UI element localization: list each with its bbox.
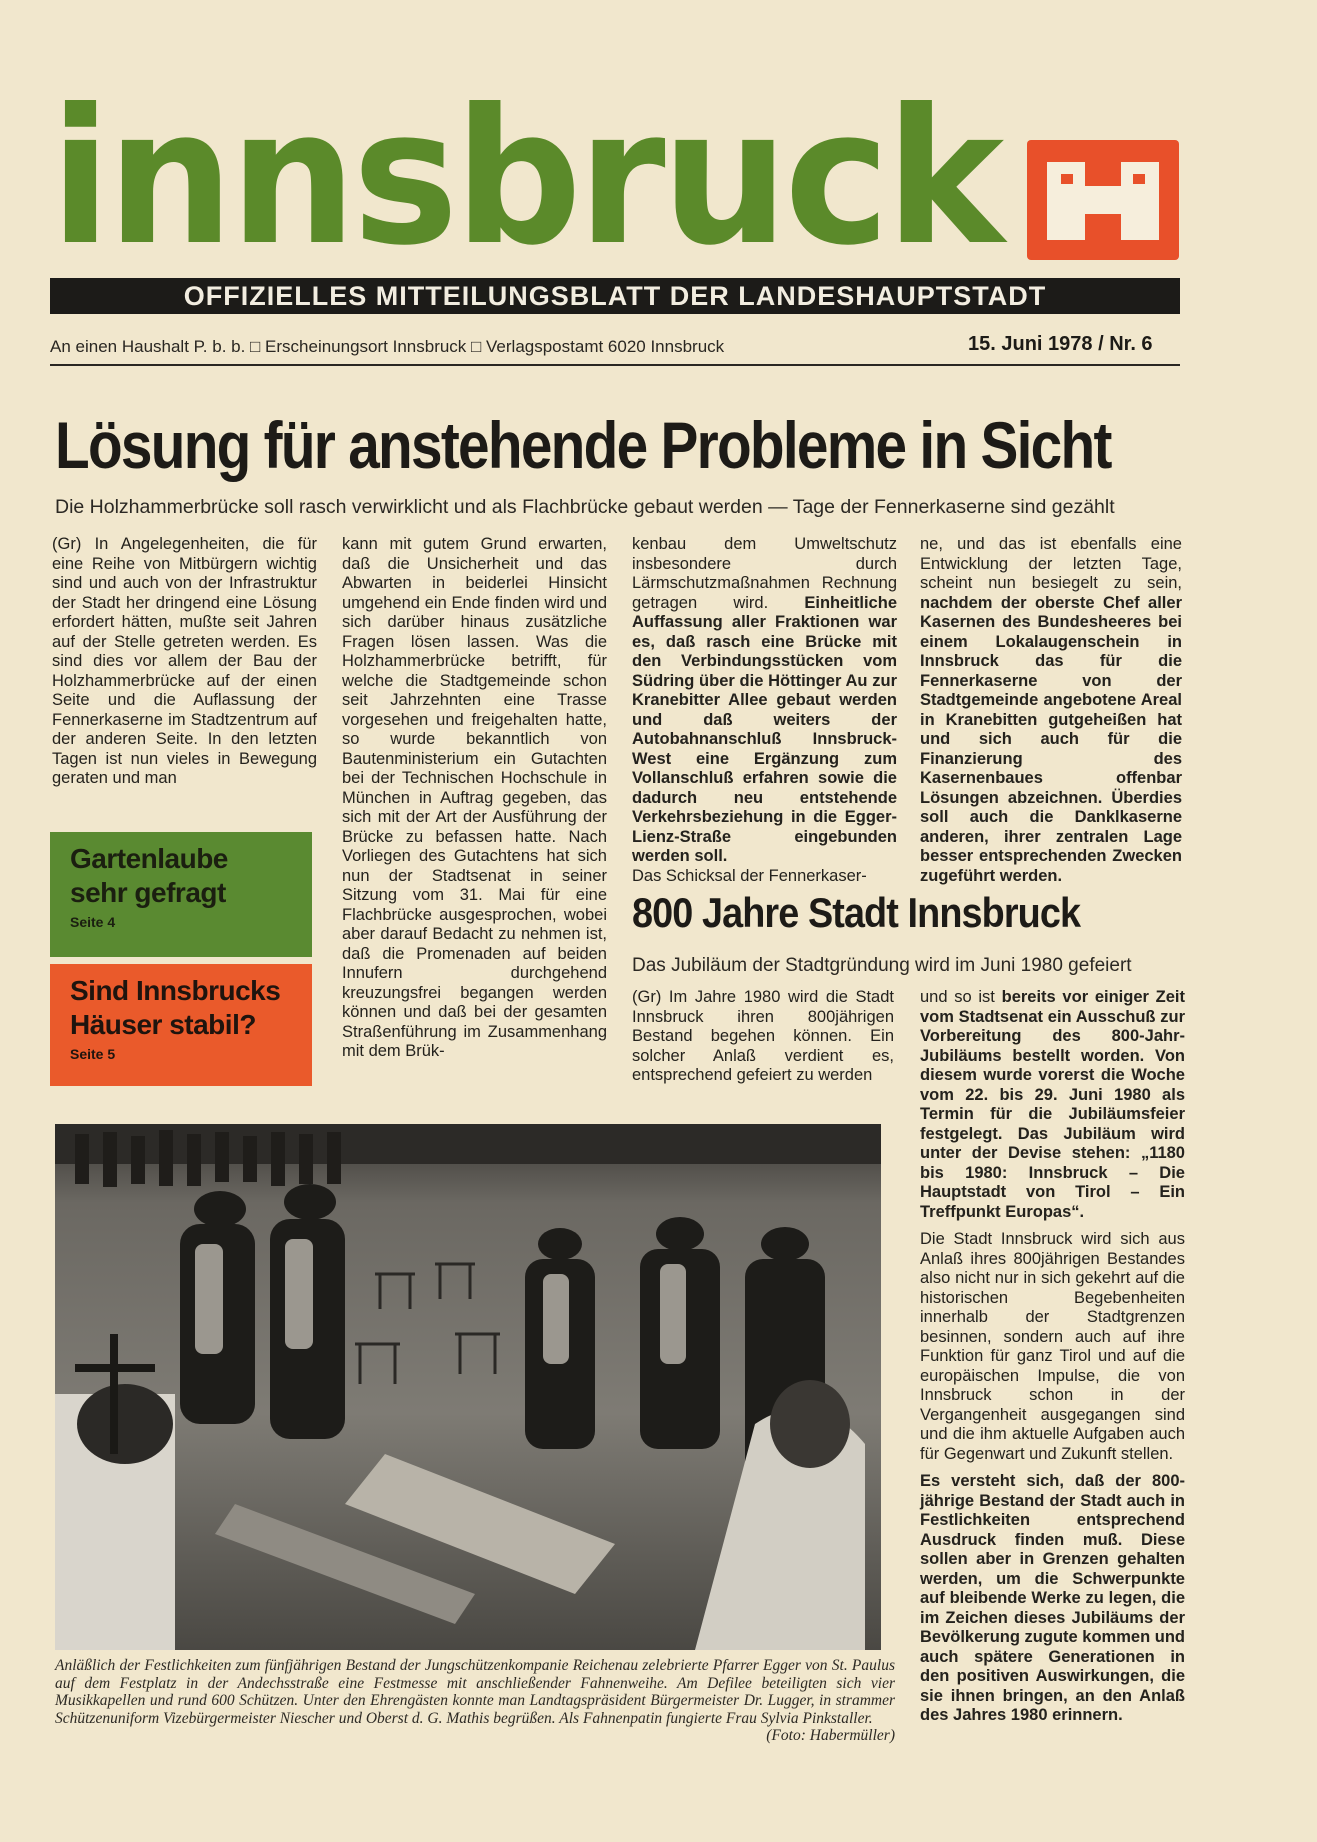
teaser-box-gartenlaube[interactable] [50, 832, 312, 957]
second-column-2-p2: Die Stadt Innsbruck wird sich aus Anlaß ihres 800jährigen Bestandes also nicht nur in sich gekehrt auf die historischen Begebenheiten innerhalb der Stadtgrenzen besinnen, sondern auch auf ihre Funktion für ganz Tirol und auf die europäischen Impulse, die von Innsbruck schon in der Vergangenheit ausgegangen sind und die ihm aktuelle Aufgaben auch für Gegenwart und Zukunft stellen. [920, 1230, 1185, 1463]
second-column-1-text: (Gr) Im Jahre 1980 wird die Stadt Innsbruck ihren 800jährigen Bestand begehen können. Ein solcher Anlaß verdient es, entsprechend gefeiert zu werden [632, 988, 894, 1084]
teaser-title-line-2: sehr gefragt [70, 877, 226, 908]
second-column-2-p1 [920, 988, 1185, 1222]
photo-credit: (Foto: Habermüller) [766, 1727, 895, 1744]
second-column-2-p3: Es versteht sich, daß der 800-jährige Bestand der Stadt auch in Festlichkeiten entsprechend Ausdruck finden muß. Diese sollen aber in Grenzen gehalten werden, um die Schwerpunkte auf bleibende Werke zu legen, die im Zeichen dieses Jubiläums der Bevölkerung zugute kommen und auch spätere Generationen in den positiven Auswirkungen, die sie ihnen bringen, an den Anlaß des Jahres 1980 erinnern. [920, 1472, 1185, 1724]
teaser-page-ref: Seite 5 [70, 1046, 116, 1062]
teaser-title-line-2: Häuser stabil? [70, 1009, 256, 1040]
second-headline-text: 800 Jahre Stadt Innsbruck [632, 889, 1081, 936]
second-column-2-p1-bold: bereits vor einiger Zeit vom Stadtsenat ein Ausschuß zur Vorbereitung des 800-Jahr-Jubiläums bestellt worden. Von diesem wurde vorerst die Woche vom 22. bis 29. Juni 1980 als Termin für die Jubiläumsfeier festgelegt. Das Jubiläum wird unter der Devise stehen: „1180 bis 1980: Innsbruck – Die Hauptstadt von Tirol – Ein Treffpunkt Europas“. [920, 988, 1185, 1221]
masthead-divider [50, 364, 1180, 366]
news-photo [55, 1124, 881, 1650]
second-subhead: Das Jubiläum der Stadtgründung wird im Juni 1980 gefeiert [632, 955, 1132, 976]
bridge-emblem-icon [1027, 140, 1179, 260]
photo-caption-text: Anläßlich der Festlichkeiten zum fünfjährigen Bestand der Jungschützenkompanie Reichenau zelebrierte Pfarrer Egger von St. Paulus auf dem Festplatz in der Andechsstraße eine Festmesse mit anschließender Fahnenweihe. Am Defilee beteiligten sich vier Musikkapellen und rund 600 Schützen. Unter den Ehrengästen konnte man Landtagspräsident Bürgermeister Dr. Lugger, in strammer Schützenuniform Vizebürgermeister Niescher und Oberst d. G. Mathis begrüßen. Als Fahnenpatin fungierte Frau Sylvia Pinkstaller. [55, 1657, 895, 1727]
lead-column-3-text [632, 535, 897, 867]
lead-column-2 [342, 535, 607, 1062]
second-headline [632, 888, 1192, 938]
photo-ceremony-image [55, 1124, 881, 1650]
lead-column-4 [920, 535, 1182, 886]
lead-column-3-plain: kenbau dem Umweltschutz insbesondere durch Lärmschutzmaßnahmen Rechnung getragen wird. [632, 535, 897, 612]
lead-column-3-end: Das Schicksal der Fennerkaser- [632, 866, 867, 885]
lead-subhead: Die Holzhammerbrücke soll rasch verwirklicht und als Flachbrücke gebaut werden — Tage der Fennerkaserne sind gezählt [55, 496, 1115, 518]
lead-column-4-text [920, 535, 1182, 886]
masthead-logo [50, 92, 1180, 264]
teaser-box-haeuser[interactable] [50, 964, 312, 1086]
second-column-2 [920, 988, 1185, 1726]
teaser-title-line-1: Gartenlaube [70, 843, 228, 874]
photo-caption [55, 1657, 895, 1745]
masthead-tagline: OFFIZIELLES MITTEILUNGSBLATT DER LANDESHAUPTSTADT [50, 278, 1180, 314]
masthead-title: innsbruck [50, 92, 1001, 264]
lead-column-3-bold: Einheitliche Auffassung aller Fraktionen war es, daß rasch eine Brücke mit den Verbindungsstücken vom Südring über die Höttinger Au zur Kranebitter Allee gebaut werden und daß weiters der Autobahnanschluß Innsbruck-West eine Ergänzung zum Vollanschluß erfahren sowie die dadurch neu entstehende Verkehrsbeziehung in die Egger-Lienz-Straße eingebunden werden soll. [632, 593, 897, 865]
second-column-2-p1-plain: und so ist [920, 988, 995, 1006]
lead-column-1-text: (Gr) In Angelegenheiten, die für eine Reihe von Mitbürgern wichtig sind und auch von der Infrastruktur der Stadt her dringend eine Lösung erfordert hätten, mußte seit Jahren auf der Stelle getreten werden. Es sind dies vor allem der Bau der Holzhammerbrücke auf der einen Seite und die Auflassung der Fennerkaserne im Stadtzentrum auf der anderen Seite. In den letzten Tagen ist nun vieles in Bewegung geraten und man [52, 535, 317, 787]
teaser-page-ref: Seite 4 [70, 914, 116, 930]
lead-column-4-bold: nachdem der oberste Chef aller Kasernen des Bundesheeres bei einem Lokalaugenschein in Innsbruck das für die Fennerkaserne von der Stadtgemeinde angebotene Areal in Kranebitten gutgeheißen hat und sich auch für die Finanzierung des Kasernenbaues offenbar Lösungen abzeichnen. Überdies soll auch die Danklkaserne anderen, ihrer zentralen Lage besser entsprechenden Zwecken zugeführt werden. [920, 593, 1182, 885]
lead-column-3 [632, 535, 897, 886]
lead-column-4-plain: ne, und das ist ebenfalls eine Entwicklung der letzten Tage, scheint nun besiegelt zu sein, [920, 535, 1182, 592]
lead-headline [55, 405, 1180, 485]
innsbruck-crest-icon [1027, 140, 1179, 260]
second-column-1 [632, 988, 894, 1086]
teaser-title-line-1: Sind Innsbrucks [70, 975, 281, 1006]
lead-headline-text: Lösung für anstehende Probleme in Sicht [55, 408, 1111, 482]
postal-info: An einen Haushalt P. b. b. □ Erscheinungsort Innsbruck □ Verlagspostamt 6020 Innsbruck [50, 337, 725, 356]
issue-info: 15. Juni 1978 / Nr. 6 [968, 333, 1153, 355]
lead-column-1 [52, 535, 317, 789]
lead-column-2-text: kann mit gutem Grund erwarten, daß die Unsicherheit und das Abwarten in beiderlei Hinsicht umgehend ein Ende finden wird und sich darüber hinaus zusätzliche Fragen lösen lassen. Was die Holzhammerbrücke betrifft, für welche die Stadtgemeinde schon seit Jahrzehnten eine Trasse vorgesehen und freigehalten hatte, so wurde bekanntlich von Bautenministerium ein Gutachten bei der Technischen Hochschule in München in Auftrag gegeben, das sich mit der Art der Ausführung der Brücke zu befassen hatte. Nach Vorliegen des Gutachtens hat sich nun der Stadtsenat in seiner Sitzung vom 31. Mai für eine Flachbrücke ausgesprochen, wobei aber darauf Bedacht zu nehmen ist, daß die Promenaden auf beiden Innufern durchgehend kreuzungsfrei begangen werden können und daß bei der gesamten Straßenführung im Zusammenhang mit dem Brük- [342, 535, 607, 1060]
